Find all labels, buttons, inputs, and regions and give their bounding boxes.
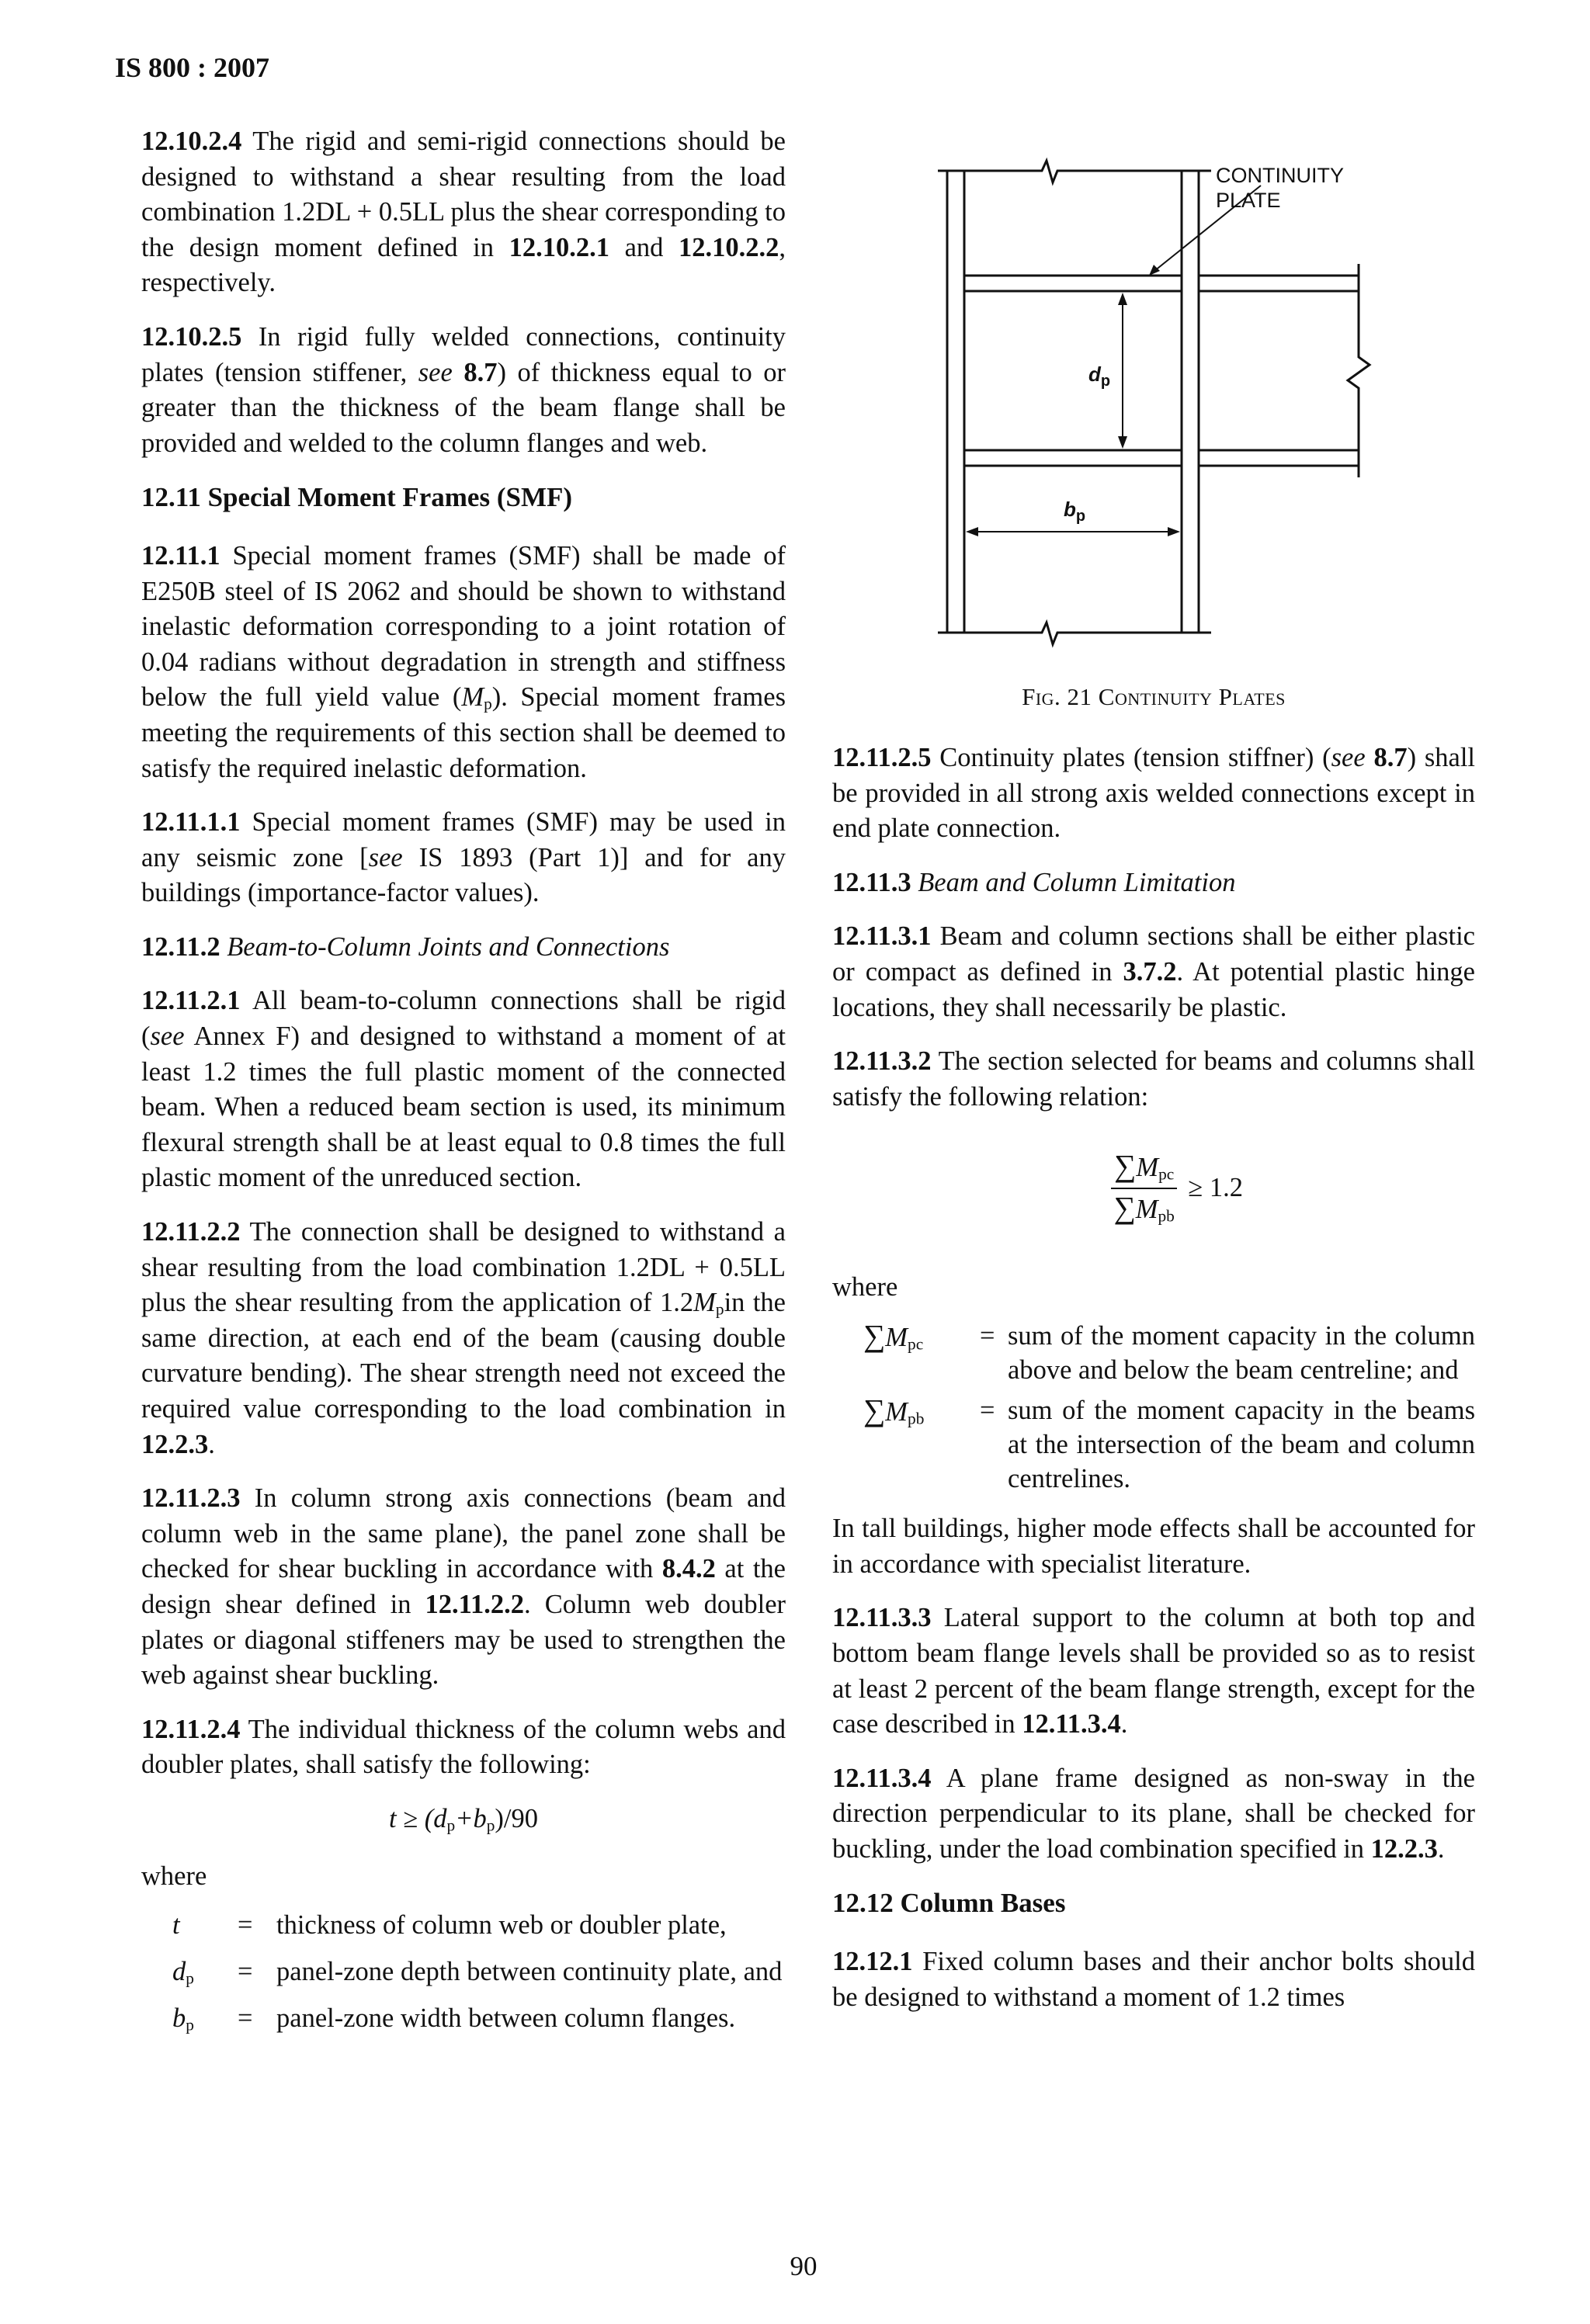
- subscript: pb: [908, 1409, 925, 1428]
- bp-arrow-right: [1168, 527, 1180, 536]
- symbol: M: [693, 1288, 716, 1318]
- subscript: p: [486, 1816, 495, 1835]
- clause-number: 12.11.2: [141, 931, 220, 962]
- break-line-top: [938, 161, 1211, 182]
- clause-ref: 12.2.3: [141, 1429, 209, 1459]
- definition-mpc: [832, 1319, 1475, 1387]
- equals-sign: =: [980, 1396, 995, 1426]
- clause-text: Annex F) and designed to withstand a moment of at least 1.2 times the full plastic moment of the connected beam. When a reduced beam section is used, its minimum flexural strength shall be at least equal to 0.8 times the full plastic moment of the unreduced section.: [141, 1022, 786, 1193]
- sigma-symbol: ∑: [1113, 1190, 1136, 1225]
- symbol: M: [461, 682, 484, 713]
- clause-12-11-3-4: [832, 1761, 1475, 1868]
- ratio-rhs: ≥ 1.2: [1188, 1173, 1243, 1203]
- fraction: [1111, 1149, 1177, 1227]
- clause-text: . Column web doubler plates or diagonal stiffeners may be used to strengthen the web against shear buckling.: [141, 1589, 786, 1691]
- subscript: p: [484, 694, 492, 713]
- def-symbol: [141, 1955, 238, 1989]
- continuity-label-line-1: CONTINUITY: [1216, 164, 1344, 187]
- symbol: d: [172, 1957, 186, 1987]
- def-text: sum of the moment capacity in the beams at the intersection of the beam and column centrelines.: [1008, 1396, 1475, 1494]
- clause-text: Special moment frames (SMF) may be used in any seismic zone [: [141, 807, 786, 872]
- see-reference: see: [150, 1022, 185, 1052]
- clause-12-12-1: [832, 1944, 1475, 2015]
- clause-text: ) shall be provided in all strong axis welded connections except in end plate connection.: [832, 743, 1475, 844]
- equals-sign: =: [238, 1957, 253, 1987]
- equals-sign: =: [238, 1910, 253, 1941]
- clause-12-11-3-3: [832, 1601, 1475, 1742]
- definition-t: [141, 1908, 786, 1942]
- clause-text: The individual thickness of the column webs and doubler plates, shall satisfy the following:: [141, 1714, 786, 1780]
- continuity-label-line-2: PLATE: [1216, 189, 1281, 212]
- sigma-symbol: ∑: [1114, 1149, 1137, 1184]
- section-heading-column-bases: 12.12 Column Bases: [832, 1888, 1066, 1919]
- clause-text: ) of thickness equal to or greater than the thickness of the beam flange shall be provided and welded to the column flanges and web.: [141, 357, 786, 458]
- clause-number: 12.11.1: [141, 540, 220, 571]
- clause-12-10-2-5: [141, 320, 786, 461]
- symbol: M: [1135, 1194, 1158, 1224]
- definition-bp: [141, 2001, 786, 2035]
- clause-text: . At potential plastic hinge locations, they shall necessarily be plastic.: [832, 956, 1475, 1022]
- clause-ref: 12.11.2.2: [425, 1589, 525, 1619]
- clause-text: ). Special moment frames meeting the requirements of this section shall be deemed to satisfy the required inelastic deformation.: [141, 682, 786, 783]
- clause-12-11-2-2: [141, 1215, 786, 1462]
- clause-ref: 12.11.3.4: [1022, 1709, 1121, 1740]
- equals-sign: =: [980, 1321, 995, 1351]
- subsection-title: Beam-to-Column Joints and Connections: [220, 931, 670, 962]
- bp-arrow-left: [966, 527, 978, 536]
- clause-12-11-1-1: [141, 805, 786, 911]
- sigma-symbol: ∑: [863, 1319, 886, 1354]
- clause-number: 12.11.2.5: [832, 743, 932, 772]
- clause-number: 12.11.3: [832, 867, 911, 897]
- subscript: p: [186, 1968, 194, 1988]
- def-symbol: [141, 1908, 238, 1942]
- dp-arrow-bottom: [1118, 436, 1127, 449]
- subscript: pc: [1158, 1164, 1175, 1184]
- tall-buildings-note: In tall buildings, higher mode effects shall be accounted for in accordance with specialist literature.: [832, 1514, 1475, 1579]
- clause-12-11-2-5: [832, 741, 1475, 847]
- clause-text: The section selected for beams and columns shall satisfy the following relation:: [832, 1046, 1475, 1112]
- page-header: IS 800 : 2007: [115, 52, 270, 83]
- bp-label: [1064, 498, 1085, 525]
- clause-text: All beam-to-column connections shall be rigid (: [141, 986, 786, 1052]
- clause-12-11-2-1: [141, 983, 786, 1196]
- clause-text: .: [1437, 1833, 1445, 1864]
- subscript: p: [715, 1299, 724, 1319]
- clause-number: 12.11.2.1: [141, 986, 241, 1016]
- clause-text: in the same direction, at each end of the beam (causing double curvature bending). The shear strength need not exceed the required value corresponding to the load combination in: [141, 1288, 786, 1424]
- def-text: panel-zone width between column flanges.: [276, 2003, 736, 2034]
- leader-arrow: [1149, 265, 1160, 276]
- def-text: panel-zone depth between continuity plate, and: [276, 1957, 783, 1987]
- moment-ratio-formula: [879, 1149, 1475, 1227]
- bp-symbol: b: [1064, 498, 1076, 521]
- clause-text: at the design shear defined in: [141, 1554, 786, 1619]
- clause-text: Fixed column bases and their anchor bolts should be designed to withstand a moment of 1.2 times: [832, 1947, 1475, 2012]
- bp-subscript: p: [1075, 508, 1086, 525]
- clause-number: 12.11.3.1: [832, 921, 932, 952]
- right-column: [832, 741, 1475, 2034]
- beam-break-line: [1348, 264, 1370, 477]
- formula-part: )/90: [495, 1803, 538, 1833]
- clause-text: Continuity plates (tension stiffner) (: [931, 743, 1331, 772]
- section-heading-smf: 12.11 Special Moment Frames (SMF): [141, 482, 573, 513]
- clause-ref: 3.7.2: [1123, 956, 1177, 987]
- symbol: M: [885, 1397, 908, 1427]
- subsection-heading-joints: [141, 930, 786, 966]
- clause-number: 12.11.2.3: [141, 1483, 241, 1514]
- clause-ref: 12.2.3: [1370, 1833, 1438, 1864]
- clause-number: 12.11.3.3: [832, 1603, 932, 1633]
- clause-12-11-2-4: [141, 1712, 786, 1783]
- clause-12-11-2-3: [141, 1481, 786, 1694]
- continuity-plates-figure: [870, 136, 1413, 679]
- clause-number: 12.11.3.4: [832, 1763, 932, 1793]
- clause-text: .: [208, 1429, 215, 1459]
- numerator: [1111, 1149, 1177, 1189]
- clause-number: 12.10.2.5: [141, 321, 242, 352]
- dp-subscript: p: [1100, 373, 1111, 390]
- clause-text: Lateral support to the column at both top and bottom beam flange levels shall be provided so as to resist at least 2 percent of the beam flange strength, except for the case described in: [832, 1603, 1475, 1740]
- subscript: p: [186, 2015, 194, 2034]
- see-reference: see: [368, 842, 403, 872]
- denominator: [1113, 1189, 1174, 1228]
- clause-number: 12.11.3.2: [832, 1046, 932, 1077]
- clause-12-11-1: [141, 539, 786, 786]
- where-label: where: [141, 1861, 207, 1891]
- clause-12-11-3-2: [832, 1044, 1475, 1115]
- sigma-symbol: ∑: [863, 1393, 886, 1428]
- symbol: M: [885, 1323, 908, 1353]
- clause-number: 12.11.1.1: [141, 807, 241, 838]
- clause-text: Beam and column sections shall be either plastic or compact as defined in: [832, 921, 1475, 987]
- equals-sign: =: [238, 2003, 253, 2034]
- def-text: sum of the moment capacity in the column above and below the beam centreline; and: [1008, 1321, 1475, 1386]
- clause-ref: 12.10.2.2: [679, 232, 779, 262]
- def-symbol: [832, 1393, 980, 1496]
- subsection-title: Beam and Column Limitation: [911, 867, 1236, 897]
- caption-text: Fig. 21 Continuity Plates: [1022, 683, 1286, 710]
- clause-text: IS 1893 (Part 1)] and for any buildings (importance-factor values).: [141, 842, 786, 908]
- def-symbol: [141, 2001, 238, 2035]
- dp-label: [1088, 362, 1110, 390]
- formula-part: t ≥ (d: [389, 1803, 447, 1833]
- break-line-bottom: [938, 623, 1211, 644]
- clause-text: In rigid fully welded connections, continuity plates (tension stiffener,: [141, 321, 786, 387]
- clause-text: and: [609, 232, 679, 262]
- subsection-heading-limitation: [832, 865, 1475, 901]
- subscript: pb: [1158, 1206, 1175, 1226]
- def-symbol: [832, 1319, 980, 1387]
- clause-ref: 8.7: [1365, 743, 1408, 772]
- clause-number: 12.11.2.4: [141, 1714, 241, 1744]
- clause-text: , respectively.: [141, 232, 786, 298]
- clause-text: A plane frame designed as non-sway in the direction perpendicular to its plane, shall be checked for buckling, under the load combination specified in: [832, 1763, 1475, 1864]
- dp-symbol: d: [1088, 362, 1101, 386]
- definition-mpb: [832, 1393, 1475, 1496]
- clause-ref: 8.4.2: [661, 1554, 716, 1584]
- clause-number: 12.10.2.4: [141, 127, 242, 156]
- where-label: where: [832, 1271, 898, 1302]
- subscript: pc: [908, 1334, 924, 1354]
- clause-ref: 12.10.2.1: [509, 232, 609, 262]
- figure-caption: [832, 683, 1475, 711]
- dp-arrow-top: [1118, 293, 1127, 305]
- def-text: thickness of column web or doubler plate,: [276, 1910, 727, 1941]
- clause-number: 12.11.2.2: [141, 1217, 241, 1247]
- page-number: 90: [790, 2251, 818, 2281]
- clause-text: .: [1120, 1709, 1128, 1740]
- see-reference: see: [1331, 743, 1366, 772]
- clause-text: In column strong axis connections (beam and column web in the same plane), the panel zone shall be checked for shear buckling in accordance with: [141, 1483, 786, 1584]
- symbol: b: [172, 2003, 186, 2034]
- clause-text: Special moment frames (SMF) shall be made of E250B steel of IS 2062 and should be shown to withstand inelastic deformation corresponding to a joint rotation of 0.04 radians without degradation in strength and stiffness below the full yield value (: [141, 540, 786, 713]
- left-column: [141, 124, 786, 2048]
- symbol: t: [172, 1910, 180, 1941]
- clause-text: The rigid and semi-rigid connections should be designed to withstand a shear resulting from the load combination 1.2DL + 0.5LL plus the shear corresponding to the design moment defined in: [141, 127, 786, 262]
- clause-ref: 8.7: [452, 357, 498, 387]
- clause-number: 12.12.1: [832, 1947, 913, 1977]
- thickness-formula: [141, 1802, 786, 1837]
- subscript: p: [446, 1816, 456, 1835]
- clause-12-10-2-4: [141, 124, 786, 301]
- definition-dp: [141, 1955, 786, 1989]
- symbol: M: [1136, 1153, 1159, 1183]
- see-reference: see: [418, 357, 453, 387]
- formula-part: +b: [455, 1803, 487, 1833]
- clause-12-11-3-1: [832, 919, 1475, 1025]
- clause-text: The connection shall be designed to withstand a shear resulting from the load combination 1.2DL + 0.5LL plus the shear resulting from the application of 1.2: [141, 1217, 786, 1318]
